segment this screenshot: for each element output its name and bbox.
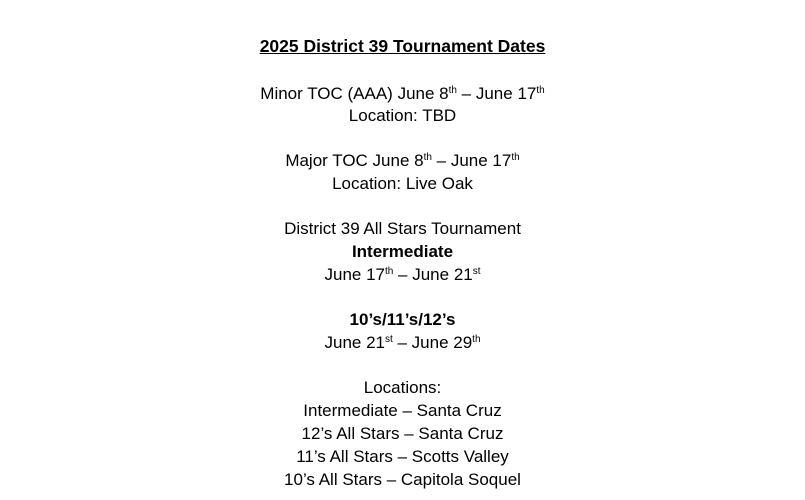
locations-heading: Locations: <box>363 378 442 397</box>
intermediate-dates: June 17th – June 21st <box>324 265 481 284</box>
majors-label: 10’s/11’s/12’s <box>349 310 456 329</box>
page-title: 2025 District 39 Tournament Dates <box>259 36 546 56</box>
location-item: 11’s All Stars – Scotts Valley <box>296 447 509 466</box>
location-item: 10’s All Stars – Capitola Soquel <box>284 470 521 489</box>
location-item: Intermediate – Santa Cruz <box>303 401 502 420</box>
major-toc-dates: Major TOC June 8th – June 17th <box>285 151 520 170</box>
location-item: 12’s All Stars – Santa Cruz <box>301 424 504 443</box>
intermediate-label: Intermediate <box>351 242 454 261</box>
all-stars-heading: District 39 All Stars Tournament <box>284 219 521 238</box>
major-toc-location: Location: Live Oak <box>332 174 473 193</box>
majors-dates: June 21st – June 29th <box>324 333 481 352</box>
minor-toc-dates: Minor TOC (AAA) June 8th – June 17th <box>260 84 545 103</box>
minor-toc-location: Location: TBD <box>348 106 457 125</box>
